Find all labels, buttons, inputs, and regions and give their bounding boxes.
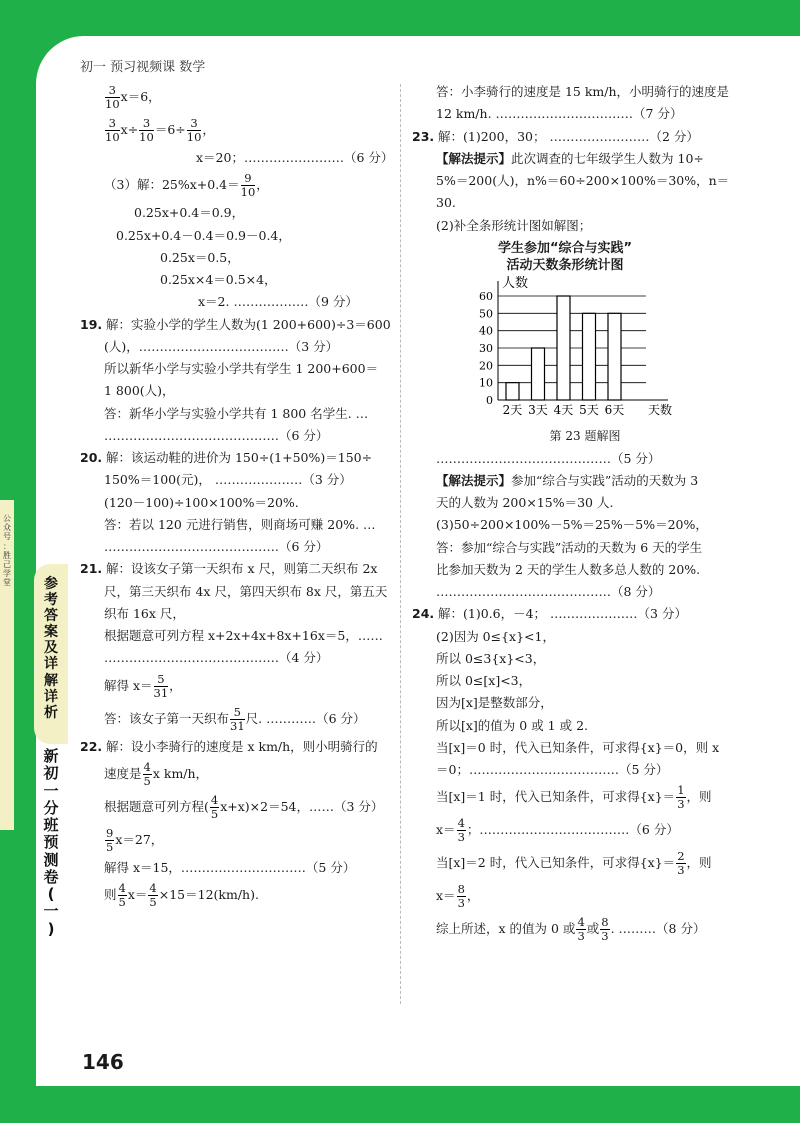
fraction: $\frac{2}{3}$ xyxy=(677,849,685,878)
page-header: 初一 预习视频课 数学 xyxy=(80,60,206,75)
y-tick-label: 30 xyxy=(479,341,493,355)
q21-line: 21. 解：设该女子第一天织布 x 尺，则第二天织布 2x xyxy=(80,561,378,577)
q23-line: 【解法提示】参加“综合与实践”活动的天数为 3 xyxy=(436,472,699,488)
left-column xyxy=(78,78,393,915)
q23-line: ……………………………………（8 分） xyxy=(436,584,661,600)
fraction: $\frac{9}{5}$ xyxy=(106,825,114,854)
side-tab xyxy=(0,500,72,938)
q24-line: 综上所述，x 的值为 0 或 $\frac{4}{3}$ 或 $\frac{8}{3}$ . ………（8 分） xyxy=(436,915,706,944)
eq-line: x＝20；……………………（6 分） xyxy=(196,150,394,165)
q21-line: 尺，第三天织布 4x 尺，第四天织布 8x 尺，第五天 xyxy=(104,583,388,599)
q19-line: 19. 解：实验小学的学生人数为(1 200+600)÷3＝600 xyxy=(80,316,391,332)
y-tick-label: 50 xyxy=(479,307,493,321)
fraction: $\frac{9}{10}$ xyxy=(240,171,256,200)
q21-line: ……………………………………（4 分） xyxy=(104,650,329,666)
q22-line: 则 $\frac{4}{5}$ x＝ $\frac{4}{5}$ ×15＝12(km/h). xyxy=(104,881,259,909)
q19-line: 所以新华小学与实验小学共有学生 1 200+600＝ xyxy=(104,361,379,376)
q24-line: (2)因为 0≤{x}<1， xyxy=(436,628,555,644)
eq-line: 0.25x×4＝0.5×4， xyxy=(160,272,277,287)
q22-line: 根据题意可列方程( $\frac{4}{5}$ x+x)×2＝54，……（3 分） xyxy=(104,792,384,821)
y-tick-label: 40 xyxy=(479,324,493,338)
q22-line: $\frac{9}{5}$ x＝27， xyxy=(106,825,164,854)
q23-line: 30. xyxy=(436,195,456,211)
q20-line: 答：若以 120 元进行销售，则商场可赚 20%. … xyxy=(104,516,376,532)
fraction: $\frac{5}{31}$ xyxy=(230,704,245,733)
q21-line: 根据题意可列方程 x+2x+4x+8x+16x＝5，…… xyxy=(104,628,383,643)
q24-line: 当[x]＝1 时，代入已知条件，可求得{x}＝ $\frac{1}{3}$ ，则 xyxy=(436,783,712,812)
bar-chart xyxy=(470,240,728,445)
bar xyxy=(506,383,519,400)
q24-line: 因为[x]是整数部分， xyxy=(436,695,553,711)
q22-line: 12 km/h. ……………………………（7 分） xyxy=(436,106,683,122)
eq-line: 0.25x+0.4＝0.9， xyxy=(134,205,245,221)
x-axis-label: 天数 xyxy=(647,402,673,417)
exam-label: 新 初 一 分 班 预 测 卷 ( 一 ) xyxy=(43,747,59,938)
right-column xyxy=(410,78,728,949)
q24-line: 24. 解：(1)0.6，－4； …………………（3 分） xyxy=(412,606,687,622)
fraction: $\frac{4}{5}$ xyxy=(143,759,151,788)
x-tick-label: 2天 xyxy=(502,402,523,417)
q24-line: 所以 0≤[x]<3， xyxy=(436,673,532,689)
q23-line: 23. 解：(1)200，30； ……………………（2 分） xyxy=(412,128,699,144)
q22-line: 22. 解：设小李骑行的速度是 x km/h，则小明骑行的 xyxy=(80,738,378,754)
q20-line: (120－100)÷100×100%＝20%. xyxy=(104,494,299,510)
bar xyxy=(557,296,570,400)
q24-line: 当[x]＝2 时，代入已知条件，可求得{x}＝ $\frac{2}{3}$ ，则 xyxy=(436,849,712,878)
q23-line: (2)补全条形统计图如解图； xyxy=(436,217,592,233)
q22-line: 解得 x＝15，…………………………（5 分） xyxy=(104,859,356,875)
q20-line: 20. 解：该运动鞋的进价为 150÷(1+50%)＝150÷ xyxy=(80,450,373,465)
q23-line: 比参加天数为 2 天的学生人数多总人数的 20%. xyxy=(436,561,701,577)
q24-line: 所以 0≤3{x}<3， xyxy=(436,650,546,666)
x-tick-label: 6天 xyxy=(604,402,625,417)
q19-line: 1 800(人)， xyxy=(104,383,175,399)
q23-line: 天的人数为 200×15%＝30 人. xyxy=(436,495,614,511)
fraction: $\frac{3}{10}$ xyxy=(186,116,202,144)
y-tick-label: 10 xyxy=(479,376,493,390)
eq-line: $\frac{3}{10}$ x＝6， xyxy=(105,83,161,111)
y-tick-label: 0 xyxy=(486,393,493,407)
q24-line: x＝ $\frac{8}{3}$ ， xyxy=(436,882,480,911)
q24-line: 所以[x]的值为 0 或 1 或 2. xyxy=(436,717,589,733)
page-number: 146 xyxy=(82,1050,124,1074)
chart-caption: 第 23 题解图 xyxy=(549,429,621,444)
q19-line: 答：新华小学与实验小学共有 1 800 名学生. … xyxy=(104,405,369,421)
x-tick-label: 3天 xyxy=(528,402,548,417)
q24-line: 当[x]＝0 时，代入已知条件，可求得{x}＝0，则 x xyxy=(436,739,720,755)
bar xyxy=(532,348,545,400)
fraction: $\frac{4}{5}$ xyxy=(118,881,126,909)
eq-line: 0.25x＝0.5， xyxy=(160,249,240,265)
eq-line: $\frac{3}{10}$ x÷ $\frac{3}{10}$ ＝6÷ $\frac{3}{10}$ ， xyxy=(105,116,215,144)
q24-line: ＝0；………………………………（5 分） xyxy=(436,762,669,778)
fraction: $\frac{8}{3}$ xyxy=(601,915,609,944)
fraction: $\frac{3}{10}$ xyxy=(105,116,120,144)
fraction: $\frac{1}{3}$ xyxy=(677,783,685,812)
q22-line: 速度是 $\frac{4}{5}$ x km/h， xyxy=(104,759,209,788)
q23-line: 答：参加“综合与实践”活动的天数为 6 天的学生 xyxy=(436,539,703,555)
q21-line: 织布 16x 尺， xyxy=(104,605,185,621)
q23-line: (3)50÷200×100%－5%＝25%－5%＝20%， xyxy=(436,517,708,533)
q21-line: 解得 x＝ $\frac{5}{31}$ ， xyxy=(104,671,182,700)
fraction: $\frac{4}{3}$ xyxy=(457,816,465,845)
y-tick-label: 60 xyxy=(479,289,493,303)
y-axis-label: 人数 xyxy=(502,275,529,291)
bar xyxy=(608,313,621,400)
fraction: $\frac{4}{5}$ xyxy=(210,792,219,821)
chart-title: 学生参加“综合与实践” 活动天数条形统计图 xyxy=(497,240,633,274)
fraction: $\frac{5}{31}$ xyxy=(153,671,169,700)
q23-line: 5%＝200(人)，n%＝60÷200×100%＝30%，n＝ xyxy=(436,173,730,188)
fraction: $\frac{3}{10}$ xyxy=(105,83,120,111)
q19-line: ……………………………………（6 分） xyxy=(104,427,329,443)
x-tick-label: 4天 xyxy=(553,402,574,417)
q22-line: 答：小李骑行的速度是 15 km/h，小明骑行的速度是 xyxy=(436,84,730,99)
q24-line: x＝ $\frac{4}{3}$ ；………………………………（6 分） xyxy=(436,816,679,845)
y-tick-label: 20 xyxy=(479,359,493,373)
fraction: $\frac{3}{10}$ xyxy=(139,116,154,144)
q19-line: (人)，………………………………（3 分） xyxy=(104,338,339,354)
eq-line: x＝2. ………………（9 分） xyxy=(198,294,358,310)
eq-line: 0.25x+0.4－0.4＝0.9－0.4， xyxy=(116,227,291,243)
q21-line: 答：该女子第一天织布 $\frac{5}{31}$ 尺. …………（6 分） xyxy=(104,704,366,733)
column-divider xyxy=(400,84,401,1004)
fraction: $\frac{4}{3}$ xyxy=(577,915,585,944)
fraction: $\frac{4}{5}$ xyxy=(149,881,157,909)
q20-line: ……………………………………（6 分） xyxy=(104,539,329,554)
fraction: $\frac{8}{3}$ xyxy=(457,882,465,911)
side-wechat-text: 公 众 号 ： 胜 己 学 堂 xyxy=(0,500,14,830)
eq-line: （3）解：25%x+0.4＝ $\frac{9}{10}$ ， xyxy=(104,171,269,200)
q23-line: 【解法提示】此次调查的七年级学生人数为 10÷ xyxy=(436,150,704,166)
bar xyxy=(583,313,596,400)
q20-line: 150%＝100(元)， …………………（3 分） xyxy=(104,472,352,488)
chart-svg xyxy=(470,275,680,425)
section-label: 参 考 答 案 及 详 解 详 析 xyxy=(34,564,68,744)
q23-line: ……………………………………（5 分） xyxy=(436,450,661,466)
x-tick-label: 5天 xyxy=(579,402,599,417)
